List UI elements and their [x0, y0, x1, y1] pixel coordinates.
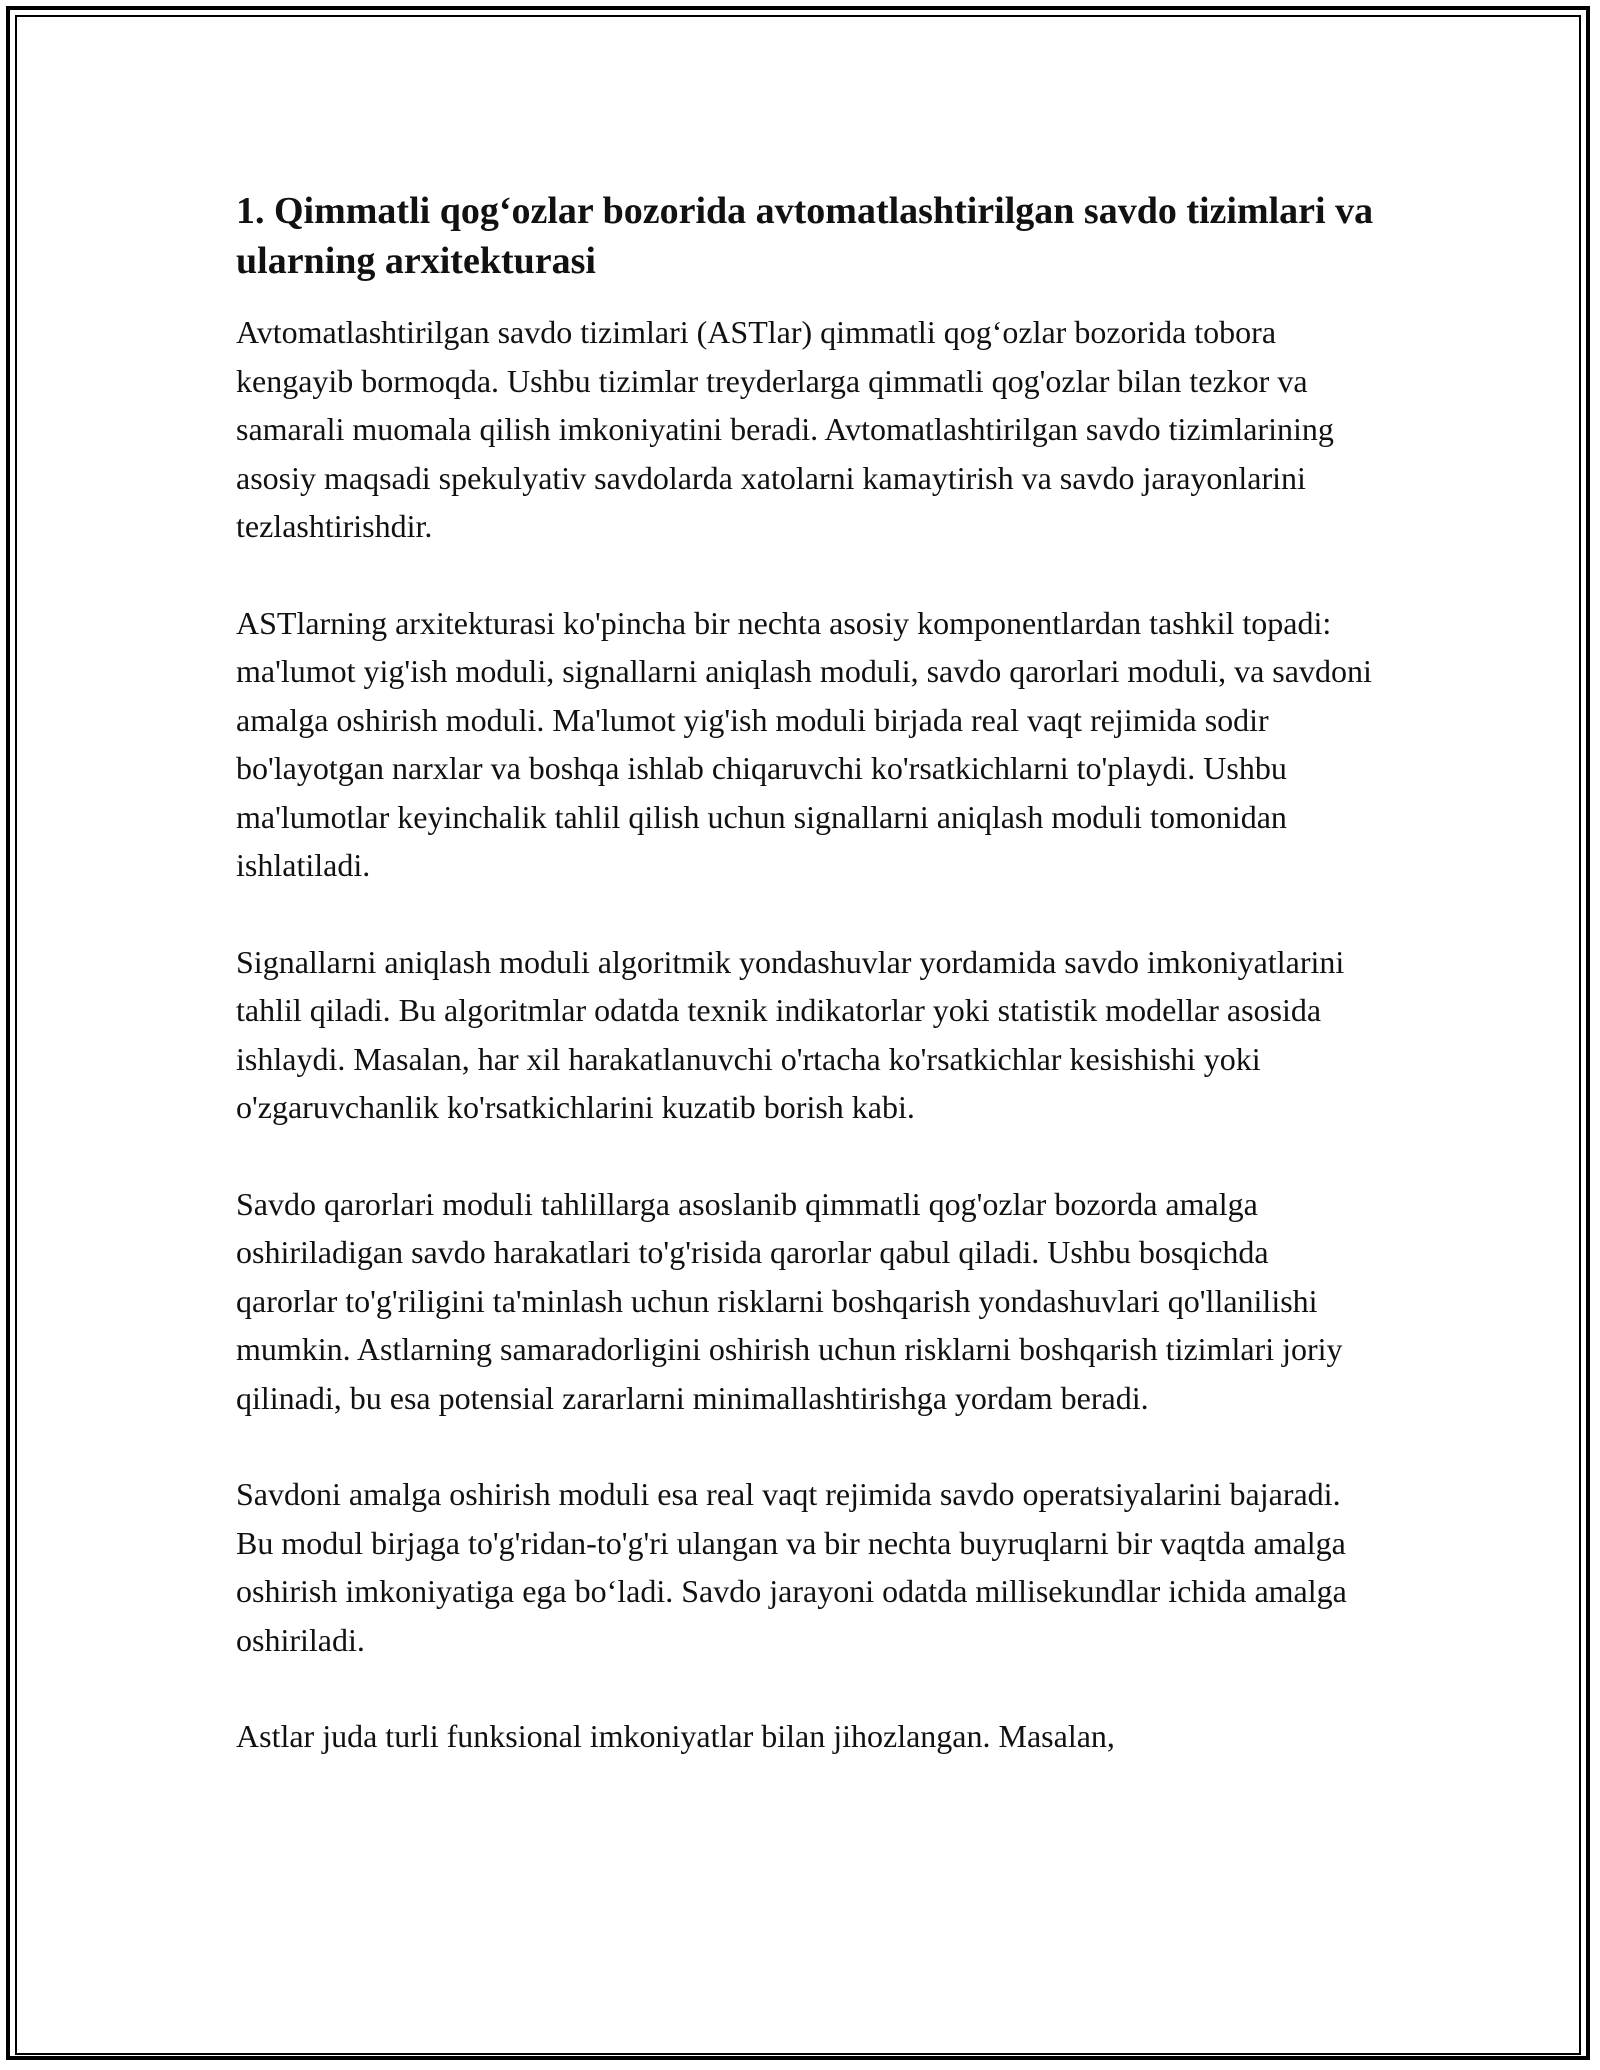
- paragraph-architecture: ASTlarning arxitekturasi ko'pincha bir nechta asosiy komponentlardan tashkil topadi: ma'lumot yig'ish moduli, signallarni aniqlash moduli, savdo qarorlari moduli, va savdoni amalga oshirish moduli. Ma'lumot yig'ish moduli birjada real vaqt rejimida sodir bo'layotgan narxlar va boshqa ishlab chiqaruvchi ko'rsatkichlarni to'playdi. Ushbu ma'lumotlar keyinchalik tahlil qilish uchun signallarni aniqlash moduli tomonidan ishlatiladi.: [236, 604, 1372, 883]
- paragraph-intro: Avtomatlashtirilgan savdo tizimlari (ASTlar) qimmatli qog‘ozlar bozorida tobora kengayib bormoqda. Ushbu tizimlar treyderlarga qimmatli qog'ozlar bilan tezkor va samarali muomala qilish imkoniyatini beradi. Avtomatlashtirilgan savdo tizimlarining asosiy maqsadi spekulyativ savdolarda xatolarni kamaytirish va savdo jarayonlarini tezlashtirishdir.: [236, 314, 1334, 544]
- paragraph-functionality: Astlar juda turli funksional imkoniyatlar bilan jihozlangan. Masalan,: [236, 1718, 1115, 1754]
- section-heading: 1. Qimmatli qog‘ozlar bozorida avtomatlashtirilgan savdo tizimlari va ularning arxitekturasi: [236, 190, 1374, 282]
- paragraph-execution-module: Savdoni amalga oshirish moduli esa real vaqt rejimida savdo operatsiyalarini bajaradi. Bu modul birjaga to'g'ridan-to'g'ri ulangan va bir nechta buyruqlarni bir vaqtda amalga oshirish imkoniyatiga ega bo‘ladi. Savdo jarayoni odatda millisekundlar ichida amalga oshiriladi.: [236, 1476, 1347, 1658]
- paragraph-signal-module: Signallarni aniqlash moduli algoritmik yondashuvlar yordamida savdo imkoniyatlarini tahlil qiladi. Bu algoritmlar odatda texnik indikatorlar yoki statistik modellar asosida ishlaydi. Masalan, har xil harakatlanuvchi o'rtacha ko'rsatkichlar kesishishi yoki o'zgaruvchanlik ko'rsatkichlarini kuzatib borish kabi.: [236, 943, 1345, 1125]
- paragraph-decision-module: Savdo qarorlari moduli tahlillarga asoslanib qimmatli qog'ozlar bozorda amalga oshiriladigan savdo harakatlari to'g'risida qarorlar qabul qiladi. Ushbu bosqichda qarorlar to'g'riligini ta'minlash uchun risklarni boshqarish yondashuvlari qo'llanilishi mumkin. Astlarning samaradorligini oshirish uchun risklarni boshqarish tizimlari joriy qilinadi, bu esa potensial zararlarni minimallashtirishga yordam beradi.: [236, 1185, 1343, 1416]
- document-body: [236, 186, 1376, 1761]
